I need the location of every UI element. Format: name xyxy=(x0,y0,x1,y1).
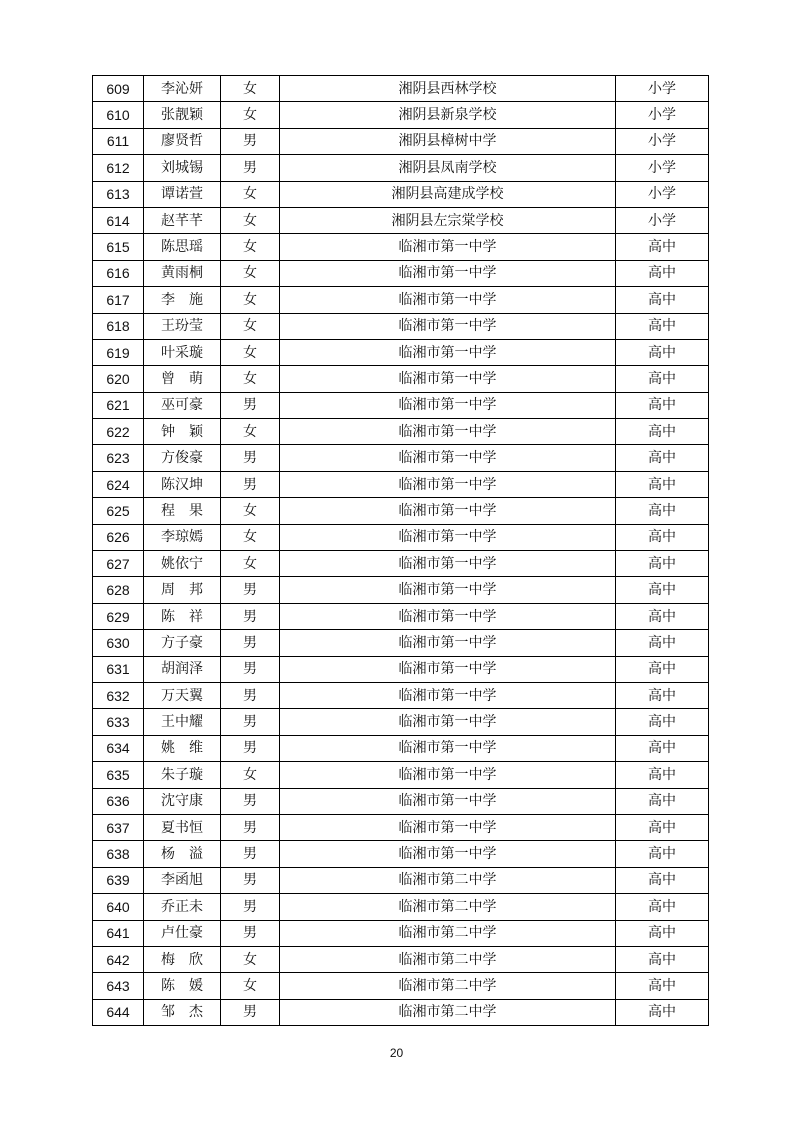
table-row xyxy=(93,339,709,365)
gender-cell: 男 xyxy=(221,709,280,735)
gender-cell: 女 xyxy=(221,287,280,313)
table-row xyxy=(93,867,709,893)
row-number-cell: 612 xyxy=(93,155,144,181)
school-cell: 临湘市第一中学 xyxy=(280,841,616,867)
name-cell: 卢仕豪 xyxy=(144,920,221,946)
school-cell: 临湘市第一中学 xyxy=(280,788,616,814)
school-cell: 临湘市第二中学 xyxy=(280,894,616,920)
gender-cell: 女 xyxy=(221,339,280,365)
name-cell: 程 果 xyxy=(144,498,221,524)
school-cell: 临湘市第一中学 xyxy=(280,287,616,313)
name-cell: 钟 颖 xyxy=(144,419,221,445)
school-cell: 临湘市第一中学 xyxy=(280,234,616,260)
table-row xyxy=(93,392,709,418)
row-number-cell: 634 xyxy=(93,735,144,761)
name-cell: 沈守康 xyxy=(144,788,221,814)
row-number-cell: 614 xyxy=(93,207,144,233)
row-number-cell: 643 xyxy=(93,973,144,999)
level-cell: 高中 xyxy=(616,419,709,445)
name-cell: 谭诺萱 xyxy=(144,181,221,207)
row-number-cell: 617 xyxy=(93,287,144,313)
name-cell: 夏书恒 xyxy=(144,814,221,840)
level-cell: 高中 xyxy=(616,735,709,761)
table-row xyxy=(93,234,709,260)
row-number-cell: 631 xyxy=(93,656,144,682)
level-cell: 高中 xyxy=(616,682,709,708)
row-number-cell: 630 xyxy=(93,630,144,656)
level-cell: 高中 xyxy=(616,762,709,788)
gender-cell: 男 xyxy=(221,920,280,946)
gender-cell: 女 xyxy=(221,973,280,999)
school-cell: 湘阴县樟树中学 xyxy=(280,128,616,154)
name-cell: 方子豪 xyxy=(144,630,221,656)
row-number-cell: 623 xyxy=(93,445,144,471)
table-row xyxy=(93,551,709,577)
name-cell: 胡润泽 xyxy=(144,656,221,682)
row-number-cell: 628 xyxy=(93,577,144,603)
school-cell: 临湘市第二中学 xyxy=(280,999,616,1025)
school-cell: 临湘市第一中学 xyxy=(280,260,616,286)
school-cell: 湘阴县西林学校 xyxy=(280,76,616,102)
level-cell: 高中 xyxy=(616,973,709,999)
row-number-cell: 641 xyxy=(93,920,144,946)
name-cell: 张靓颖 xyxy=(144,102,221,128)
roster-table xyxy=(92,75,709,1026)
gender-cell: 女 xyxy=(221,762,280,788)
level-cell: 高中 xyxy=(616,867,709,893)
level-cell: 高中 xyxy=(616,287,709,313)
table-row xyxy=(93,656,709,682)
level-cell: 高中 xyxy=(616,814,709,840)
name-cell: 巫可豪 xyxy=(144,392,221,418)
school-cell: 临湘市第二中学 xyxy=(280,946,616,972)
gender-cell: 女 xyxy=(221,419,280,445)
row-number-cell: 616 xyxy=(93,260,144,286)
name-cell: 陈思瑶 xyxy=(144,234,221,260)
name-cell: 朱子璇 xyxy=(144,762,221,788)
gender-cell: 男 xyxy=(221,682,280,708)
table-row xyxy=(93,181,709,207)
school-cell: 临湘市第一中学 xyxy=(280,735,616,761)
gender-cell: 男 xyxy=(221,656,280,682)
name-cell: 刘城锡 xyxy=(144,155,221,181)
row-number-cell: 635 xyxy=(93,762,144,788)
gender-cell: 男 xyxy=(221,999,280,1025)
gender-cell: 女 xyxy=(221,102,280,128)
table-row xyxy=(93,630,709,656)
name-cell: 姚 维 xyxy=(144,735,221,761)
row-number-cell: 613 xyxy=(93,181,144,207)
table-row xyxy=(93,102,709,128)
gender-cell: 女 xyxy=(221,181,280,207)
school-cell: 临湘市第一中学 xyxy=(280,709,616,735)
gender-cell: 女 xyxy=(221,207,280,233)
gender-cell: 男 xyxy=(221,155,280,181)
gender-cell: 男 xyxy=(221,392,280,418)
level-cell: 高中 xyxy=(616,313,709,339)
level-cell: 高中 xyxy=(616,260,709,286)
school-cell: 临湘市第一中学 xyxy=(280,814,616,840)
name-cell: 乔正未 xyxy=(144,894,221,920)
gender-cell: 女 xyxy=(221,76,280,102)
school-cell: 湘阴县凤南学校 xyxy=(280,155,616,181)
school-cell: 临湘市第二中学 xyxy=(280,867,616,893)
level-cell: 高中 xyxy=(616,656,709,682)
table-row xyxy=(93,471,709,497)
table-row xyxy=(93,128,709,154)
level-cell: 高中 xyxy=(616,788,709,814)
school-cell: 临湘市第一中学 xyxy=(280,630,616,656)
gender-cell: 男 xyxy=(221,735,280,761)
gender-cell: 女 xyxy=(221,313,280,339)
row-number-cell: 610 xyxy=(93,102,144,128)
table-row xyxy=(93,920,709,946)
level-cell: 高中 xyxy=(616,894,709,920)
school-cell: 临湘市第一中学 xyxy=(280,577,616,603)
row-number-cell: 625 xyxy=(93,498,144,524)
table-row xyxy=(93,946,709,972)
school-cell: 临湘市第一中学 xyxy=(280,392,616,418)
table-row xyxy=(93,973,709,999)
row-number-cell: 619 xyxy=(93,339,144,365)
name-cell: 姚依宁 xyxy=(144,551,221,577)
level-cell: 小学 xyxy=(616,128,709,154)
gender-cell: 男 xyxy=(221,445,280,471)
school-cell: 临湘市第一中学 xyxy=(280,551,616,577)
gender-cell: 女 xyxy=(221,946,280,972)
gender-cell: 男 xyxy=(221,471,280,497)
level-cell: 高中 xyxy=(616,999,709,1025)
row-number-cell: 640 xyxy=(93,894,144,920)
name-cell: 叶采璇 xyxy=(144,339,221,365)
name-cell: 廖贤哲 xyxy=(144,128,221,154)
gender-cell: 男 xyxy=(221,577,280,603)
table-row xyxy=(93,841,709,867)
name-cell: 周 邦 xyxy=(144,577,221,603)
school-cell: 临湘市第二中学 xyxy=(280,920,616,946)
level-cell: 高中 xyxy=(616,392,709,418)
gender-cell: 女 xyxy=(221,234,280,260)
level-cell: 高中 xyxy=(616,709,709,735)
name-cell: 万天翼 xyxy=(144,682,221,708)
level-cell: 高中 xyxy=(616,920,709,946)
name-cell: 杨 溢 xyxy=(144,841,221,867)
level-cell: 高中 xyxy=(616,445,709,471)
row-number-cell: 642 xyxy=(93,946,144,972)
row-number-cell: 620 xyxy=(93,366,144,392)
level-cell: 高中 xyxy=(616,551,709,577)
table-row xyxy=(93,762,709,788)
table-row xyxy=(93,603,709,629)
row-number-cell: 636 xyxy=(93,788,144,814)
row-number-cell: 626 xyxy=(93,524,144,550)
table-row xyxy=(93,894,709,920)
table-row xyxy=(93,682,709,708)
row-number-cell: 633 xyxy=(93,709,144,735)
level-cell: 小学 xyxy=(616,207,709,233)
name-cell: 陈 祥 xyxy=(144,603,221,629)
school-cell: 临湘市第一中学 xyxy=(280,498,616,524)
level-cell: 高中 xyxy=(616,471,709,497)
table-row xyxy=(93,419,709,445)
gender-cell: 男 xyxy=(221,603,280,629)
name-cell: 方俊豪 xyxy=(144,445,221,471)
gender-cell: 男 xyxy=(221,630,280,656)
name-cell: 陈 媛 xyxy=(144,973,221,999)
row-number-cell: 609 xyxy=(93,76,144,102)
row-number-cell: 621 xyxy=(93,392,144,418)
level-cell: 小学 xyxy=(616,102,709,128)
level-cell: 高中 xyxy=(616,339,709,365)
level-cell: 小学 xyxy=(616,155,709,181)
gender-cell: 男 xyxy=(221,841,280,867)
table-row xyxy=(93,999,709,1025)
roster-table-body xyxy=(93,76,709,1026)
name-cell: 陈汉坤 xyxy=(144,471,221,497)
table-row xyxy=(93,366,709,392)
school-cell: 湘阴县新泉学校 xyxy=(280,102,616,128)
level-cell: 高中 xyxy=(616,524,709,550)
gender-cell: 女 xyxy=(221,366,280,392)
row-number-cell: 611 xyxy=(93,128,144,154)
row-number-cell: 644 xyxy=(93,999,144,1025)
level-cell: 高中 xyxy=(616,498,709,524)
row-number-cell: 622 xyxy=(93,419,144,445)
table-row xyxy=(93,260,709,286)
name-cell: 王中耀 xyxy=(144,709,221,735)
table-row xyxy=(93,498,709,524)
school-cell: 临湘市第一中学 xyxy=(280,445,616,471)
school-cell: 临湘市第一中学 xyxy=(280,656,616,682)
level-cell: 高中 xyxy=(616,366,709,392)
level-cell: 高中 xyxy=(616,841,709,867)
name-cell: 李 施 xyxy=(144,287,221,313)
table-row xyxy=(93,207,709,233)
table-row xyxy=(93,76,709,102)
table-row xyxy=(93,313,709,339)
school-cell: 临湘市第一中学 xyxy=(280,682,616,708)
school-cell: 湘阴县高建成学校 xyxy=(280,181,616,207)
row-number-cell: 637 xyxy=(93,814,144,840)
row-number-cell: 624 xyxy=(93,471,144,497)
school-cell: 临湘市第一中学 xyxy=(280,366,616,392)
level-cell: 高中 xyxy=(616,630,709,656)
level-cell: 高中 xyxy=(616,946,709,972)
gender-cell: 女 xyxy=(221,524,280,550)
level-cell: 高中 xyxy=(616,577,709,603)
row-number-cell: 639 xyxy=(93,867,144,893)
name-cell: 李函旭 xyxy=(144,867,221,893)
school-cell: 临湘市第一中学 xyxy=(280,524,616,550)
school-cell: 湘阴县左宗棠学校 xyxy=(280,207,616,233)
level-cell: 高中 xyxy=(616,603,709,629)
gender-cell: 女 xyxy=(221,498,280,524)
name-cell: 王玢莹 xyxy=(144,313,221,339)
school-cell: 临湘市第二中学 xyxy=(280,973,616,999)
table-row xyxy=(93,735,709,761)
level-cell: 小学 xyxy=(616,76,709,102)
school-cell: 临湘市第一中学 xyxy=(280,419,616,445)
school-cell: 临湘市第一中学 xyxy=(280,762,616,788)
gender-cell: 男 xyxy=(221,814,280,840)
gender-cell: 男 xyxy=(221,894,280,920)
gender-cell: 男 xyxy=(221,867,280,893)
school-cell: 临湘市第一中学 xyxy=(280,313,616,339)
gender-cell: 男 xyxy=(221,128,280,154)
name-cell: 黄雨桐 xyxy=(144,260,221,286)
table-row xyxy=(93,524,709,550)
school-cell: 临湘市第一中学 xyxy=(280,471,616,497)
row-number-cell: 627 xyxy=(93,551,144,577)
level-cell: 小学 xyxy=(616,181,709,207)
name-cell: 李沁妍 xyxy=(144,76,221,102)
level-cell: 高中 xyxy=(616,234,709,260)
table-row xyxy=(93,788,709,814)
row-number-cell: 632 xyxy=(93,682,144,708)
table-row xyxy=(93,709,709,735)
row-number-cell: 615 xyxy=(93,234,144,260)
name-cell: 邹 杰 xyxy=(144,999,221,1025)
table-row xyxy=(93,577,709,603)
table-row xyxy=(93,287,709,313)
table-row xyxy=(93,155,709,181)
name-cell: 梅 欣 xyxy=(144,946,221,972)
school-cell: 临湘市第一中学 xyxy=(280,603,616,629)
gender-cell: 女 xyxy=(221,260,280,286)
table-row xyxy=(93,814,709,840)
row-number-cell: 629 xyxy=(93,603,144,629)
name-cell: 李琼嫣 xyxy=(144,524,221,550)
name-cell: 赵芊芊 xyxy=(144,207,221,233)
row-number-cell: 638 xyxy=(93,841,144,867)
gender-cell: 女 xyxy=(221,551,280,577)
school-cell: 临湘市第一中学 xyxy=(280,339,616,365)
page-number: 20 xyxy=(389,1046,404,1060)
row-number-cell: 618 xyxy=(93,313,144,339)
name-cell: 曾 萌 xyxy=(144,366,221,392)
table-row xyxy=(93,445,709,471)
gender-cell: 男 xyxy=(221,788,280,814)
